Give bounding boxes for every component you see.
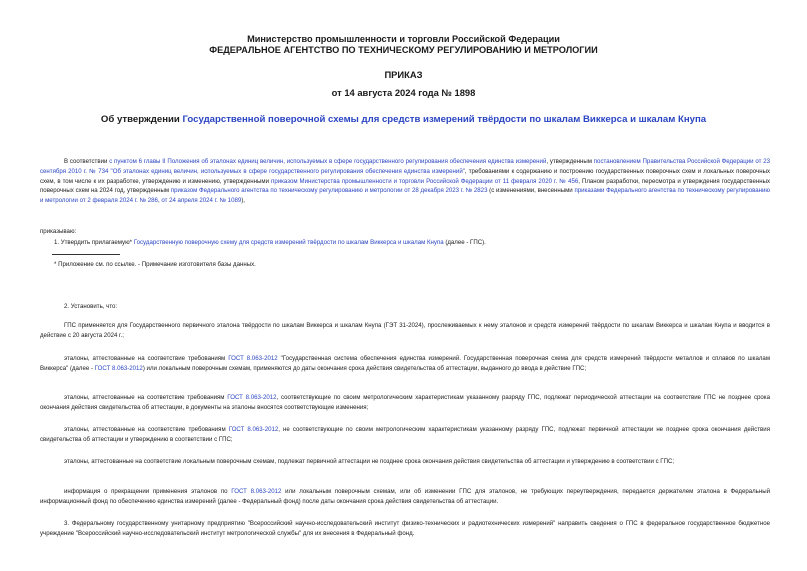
item-2: 2. Установить, что: bbox=[64, 303, 118, 310]
paragraph-etalons-2 bbox=[40, 393, 770, 413]
item-1 bbox=[40, 238, 770, 248]
text: , соответствующие по своим метрологическим характеристикам указанному разряду ГПС, подлежат периодической аттестации на соответствие ГПС не позднее срока окончания действия свидетельства об аттестации, в документы на эталоны вносятся соответствующие изменения; bbox=[40, 394, 770, 411]
link-gps-schema[interactable]: Государственную поверочную схему для средств измерений твёрдости по шкалам Виккерса и шкалам Кнупа bbox=[133, 239, 444, 246]
text: или локальным поверочным схемам, или об изменении ГПС для эталонов, не требующих переутверждения, передается держателем эталона в Федеральный информационный фонд по обеспечению единства измерений (далее - Федеральный фонд) после даты окончания срока действия свидетельства об аттестации. bbox=[40, 488, 770, 505]
text: эталоны, аттестованные на соответствие требованиям bbox=[64, 426, 229, 433]
text: , bbox=[157, 197, 162, 205]
ministry-name: Министерство промышленности и торговли Российской Федерации bbox=[247, 34, 560, 44]
text: "Государственная система обеспечения единства измерений. Государственная поверочная схема для средств измерений твёрдости металлов и сплавов по шкалам Виккерса" (далее - bbox=[40, 355, 771, 372]
paragraph-etalons-4: эталоны, аттестованные на соответствие локальным поверочным схемам, подлежат первичной аттестации не позднее срока окончания действия свидетельства об аттестации и утверждению в соответствии с ГПС; bbox=[64, 458, 675, 465]
title-prefix: Об утверждении bbox=[100, 114, 183, 125]
link-agency-order-1089[interactable]: от 24 апреля 2024 г. № 1089 bbox=[161, 197, 242, 205]
paragraph-gps-application: ГПС применяется для Государственного первичного эталона твёрдости по шкалам Виккерса и шкалам Кнупа (ГЭТ 31-2024), прослеживаемых к нему эталонов и средств измерений твёрдости по шкалам Виккерса и шкалам Кнупа и вводится в действие с 20 августа 2024 г.; bbox=[40, 322, 770, 339]
text: эталоны, аттестованные на соответствие требованиям bbox=[64, 355, 229, 362]
text: информация о прекращении применения эталонов по bbox=[64, 488, 232, 495]
title-link[interactable]: Государственной поверочной схемы для средств измерений твёрдости по шкалам Виккерса и шкалам Кнупа bbox=[182, 114, 707, 125]
link-gost-8-063-2012[interactable]: ГОСТ 8.063-2012 bbox=[94, 364, 143, 372]
text: , утвержденным bbox=[546, 158, 594, 165]
preamble-paragraph bbox=[40, 157, 770, 206]
link-gost-8-063-2012[interactable]: ГОСТ 8.063-2012 bbox=[231, 488, 282, 495]
link-regulation-clause[interactable]: с пунктом 6 главы II Положения об эталонах единиц величин, используемых в сфере государственного регулирования обеспечения единства измерений bbox=[109, 158, 547, 165]
paragraph-etalons-1 bbox=[40, 354, 770, 374]
text: (далее - ГПС). bbox=[443, 239, 486, 246]
footnote-divider bbox=[52, 254, 120, 255]
text: эталоны, аттестованные на соответствие требованиям bbox=[64, 394, 228, 401]
link-government-decree[interactable]: постановлением Правительства Российской Федерации от 23 сентября 2010 г. № 734 "Об эталонах единиц величин, используемых в сфере государственного регулирования обеспечения единства измерений" bbox=[40, 158, 770, 175]
text: 1. Утвердить прилагаемую* bbox=[54, 239, 134, 246]
document-date: от 14 августа 2024 года № 1898 bbox=[331, 87, 476, 98]
link-gost-8-063-2012[interactable]: ГОСТ 8.063-2012 bbox=[228, 355, 278, 362]
text: ), bbox=[241, 197, 246, 205]
link-agency-order-286[interactable]: приказами Федерального агентства по техническому регулированию и метрологии от 2 февраля 2024 г. № 286 bbox=[40, 187, 770, 205]
paragraph-information bbox=[40, 487, 770, 507]
paragraph-etalons-3 bbox=[40, 425, 770, 445]
text: (с изменениями, внесенными bbox=[487, 187, 575, 195]
document-type: ПРИКАЗ bbox=[384, 69, 423, 80]
orders-word: приказываю: bbox=[40, 228, 77, 235]
footnote: * Приложение см. по ссылке. - Примечание изготовителя базы данных. bbox=[54, 261, 256, 268]
text: , Планом разработки, пересмотра и утверждения государственных поверочных схем на 2024 год, утвержденным bbox=[40, 177, 770, 195]
link-ministry-order[interactable]: приказом Министерства промышленности и торговли Российской Федерации от 11 февраля 2020 г. № 456 bbox=[271, 177, 579, 185]
text: ) или локальным поверочным схемам, применяются до даты окончания срока действия свидетельства об аттестации, выданного до ввода в действие ГПС; bbox=[142, 364, 587, 372]
link-gost-8-063-2012[interactable]: ГОСТ 8.063-2012 bbox=[228, 426, 279, 433]
text: В соответствии bbox=[64, 158, 110, 165]
text: , не соответствующие по своим метрологическим характеристикам указанному разряду ГПС, подлежат первичной аттестации не позднее срока окончания действия свидетельства об аттестации и утверждению в соответствии с ГПС; bbox=[40, 426, 770, 443]
item-3: 3. Федеральному государственному унитарному предприятию "Всероссийский научно-исследовательский институт физико-технических и радиотехнических измерений" направить сведения о ГПС в федеральное государственное бюджетное учреждение "Всероссийский научно-исследовательский институт метрологической службы" для их внесения в Федеральный фонд. bbox=[40, 520, 770, 537]
link-agency-order-2823[interactable]: приказом Федерального агентства по техническому регулированию и метрологии от 28 декабря 2023 г. № 2823 bbox=[170, 187, 488, 195]
document-title bbox=[0, 114, 807, 125]
agency-name: ФЕДЕРАЛЬНОЕ АГЕНТСТВО ПО ТЕХНИЧЕСКОМУ РЕГУЛИРОВАНИЮ И МЕТРОЛОГИИ bbox=[209, 45, 598, 55]
text: , требованиями к содержанию и построению государственных поверочных схем и локальных поверочных схем, в том числе к их разработке, утверждению и изменению, утвержденными bbox=[40, 167, 771, 185]
link-gost-8-063-2012[interactable]: ГОСТ 8.063-2012 bbox=[227, 394, 277, 401]
